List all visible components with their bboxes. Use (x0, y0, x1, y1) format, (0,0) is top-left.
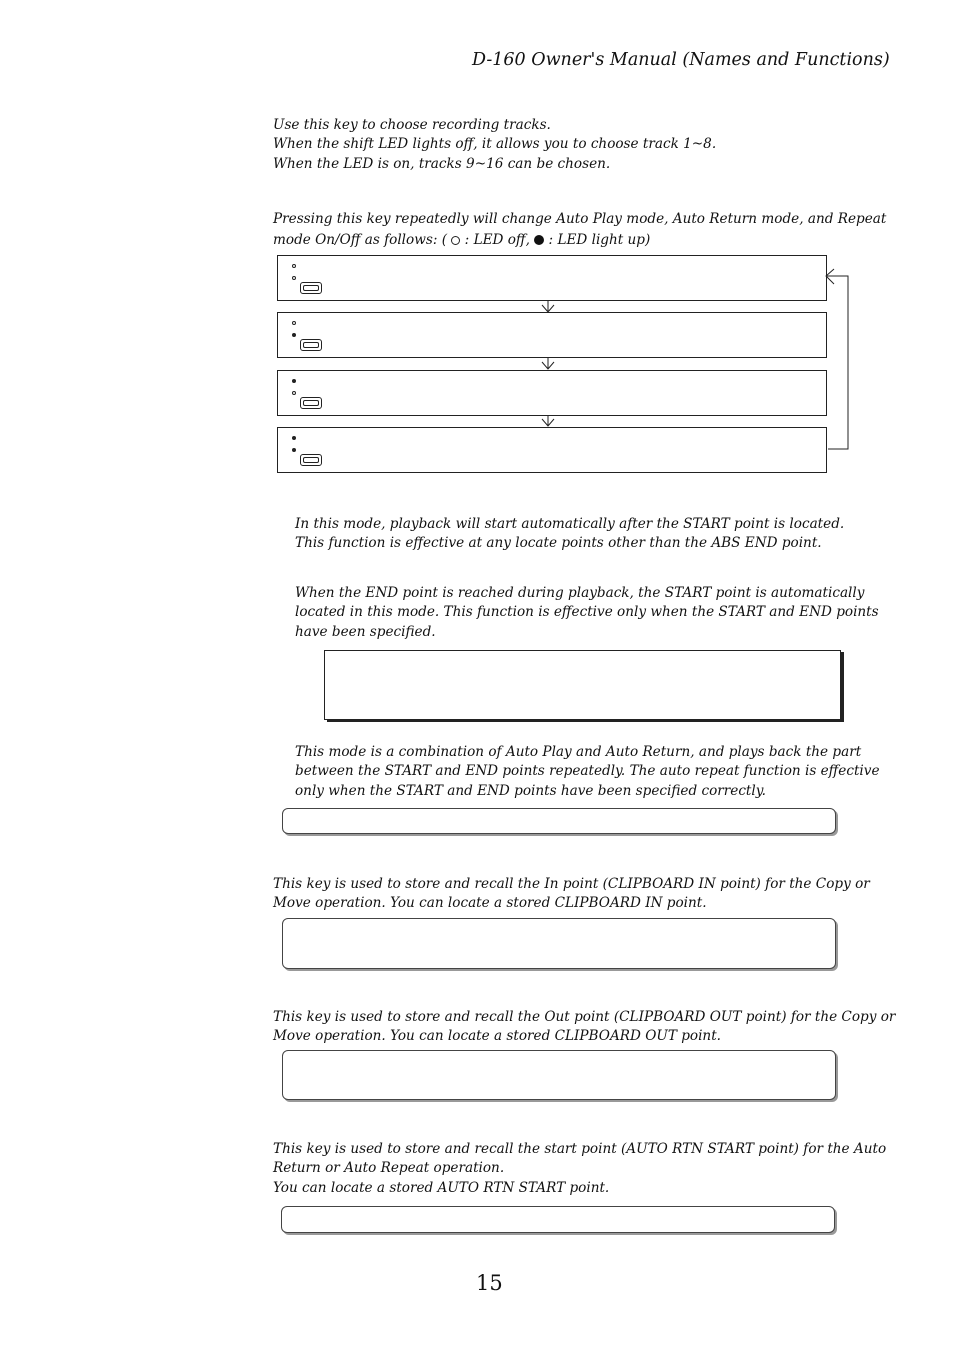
track-select-description (273, 116, 716, 174)
text-line: This key is used to store and recall the In point (CLIPBOARD IN point) for the Copy or (273, 876, 870, 892)
mode-key-icon (300, 397, 322, 409)
mode-state-box (277, 312, 827, 358)
text-line: Move operation. You can locate a stored CLIPBOARD OUT point. (273, 1028, 721, 1045)
text-line: In this mode, playback will start automatically after the START point is located. (295, 516, 845, 532)
down-arrow-icon (541, 301, 555, 313)
text-line: Use this key to choose recording tracks. (273, 117, 551, 133)
led-top-off-icon (292, 321, 296, 325)
mode-key-icon (300, 339, 322, 351)
down-arrow-icon (541, 358, 555, 370)
auto-repeat-description (295, 743, 880, 801)
text-line: This function is effective at any locate points other than the ABS END point. (295, 535, 822, 552)
text-line: When the shift LED lights off, it allows you to choose track 1~8. (273, 136, 717, 153)
intro-prefix: mode On/Off as follows: ( (273, 232, 452, 248)
mode-key-icon (300, 282, 322, 294)
text-line: Move operation. You can locate a stored CLIPBOARD IN point. (273, 895, 707, 912)
text-line: This key is used to store and recall the Out point (CLIPBOARD OUT point) for the Copy or (273, 1009, 896, 1025)
text-line (273, 230, 886, 251)
clipboard-out-description (273, 1008, 895, 1047)
text-line: only when the START and END points have been specified correctly. (295, 782, 766, 799)
led-bottom-on-icon (292, 333, 296, 337)
note-box (281, 1206, 835, 1233)
led-top-on-icon (292, 379, 296, 383)
led-bottom-off-icon (292, 391, 296, 395)
text-line: When the LED is on, tracks 9~16 can be chosen. (273, 155, 611, 172)
led-bottom-on-icon (292, 448, 296, 452)
note-box (282, 808, 836, 834)
text-line: between the START and END points repeatedly. The auto repeat function is effective (295, 763, 880, 780)
intro-off-label: : LED off, (460, 232, 535, 248)
led-off-legend-icon (451, 236, 460, 245)
down-arrow-icon (541, 415, 555, 427)
led-bottom-off-icon (292, 276, 296, 280)
intro-on-label: : LED light up) (544, 232, 651, 248)
mode-state-box (277, 370, 827, 416)
clipboard-in-description (273, 875, 870, 914)
mode-key-icon (300, 454, 322, 466)
text-line: Return or Auto Repeat operation. (273, 1160, 505, 1177)
loop-back-arrow-icon (820, 266, 854, 456)
note-box (282, 1050, 836, 1100)
mode-state-box (277, 255, 827, 301)
text-line: This key is used to store and recall the start point (AUTO RTN START point) for the Auto (273, 1141, 887, 1157)
mode-state-box (277, 427, 827, 473)
note-box (324, 650, 841, 720)
auto-mode-intro (273, 209, 886, 251)
text-line: have been specified. (295, 623, 436, 640)
led-top-off-icon (292, 264, 296, 268)
page-header-title: D-160 Owner's Manual (Names and Functions) (472, 50, 890, 70)
auto-rtn-start-description (273, 1140, 886, 1198)
text-line: This mode is a combination of Auto Play and Auto Return, and plays back the part (295, 744, 862, 760)
auto-play-description (295, 515, 844, 554)
note-box (282, 918, 836, 969)
led-top-on-icon (292, 436, 296, 440)
text-line: You can locate a stored AUTO RTN START point. (273, 1179, 610, 1196)
auto-return-description (295, 584, 879, 642)
text-line: When the END point is reached during playback, the START point is automatically (295, 585, 865, 601)
page-number: 15 (476, 1271, 503, 1295)
text-line: located in this mode. This function is effective only when the START and END points (295, 604, 879, 621)
text-line: Pressing this key repeatedly will change Auto Play mode, Auto Return mode, and Repeat (273, 211, 887, 227)
led-on-legend-icon (534, 235, 544, 245)
